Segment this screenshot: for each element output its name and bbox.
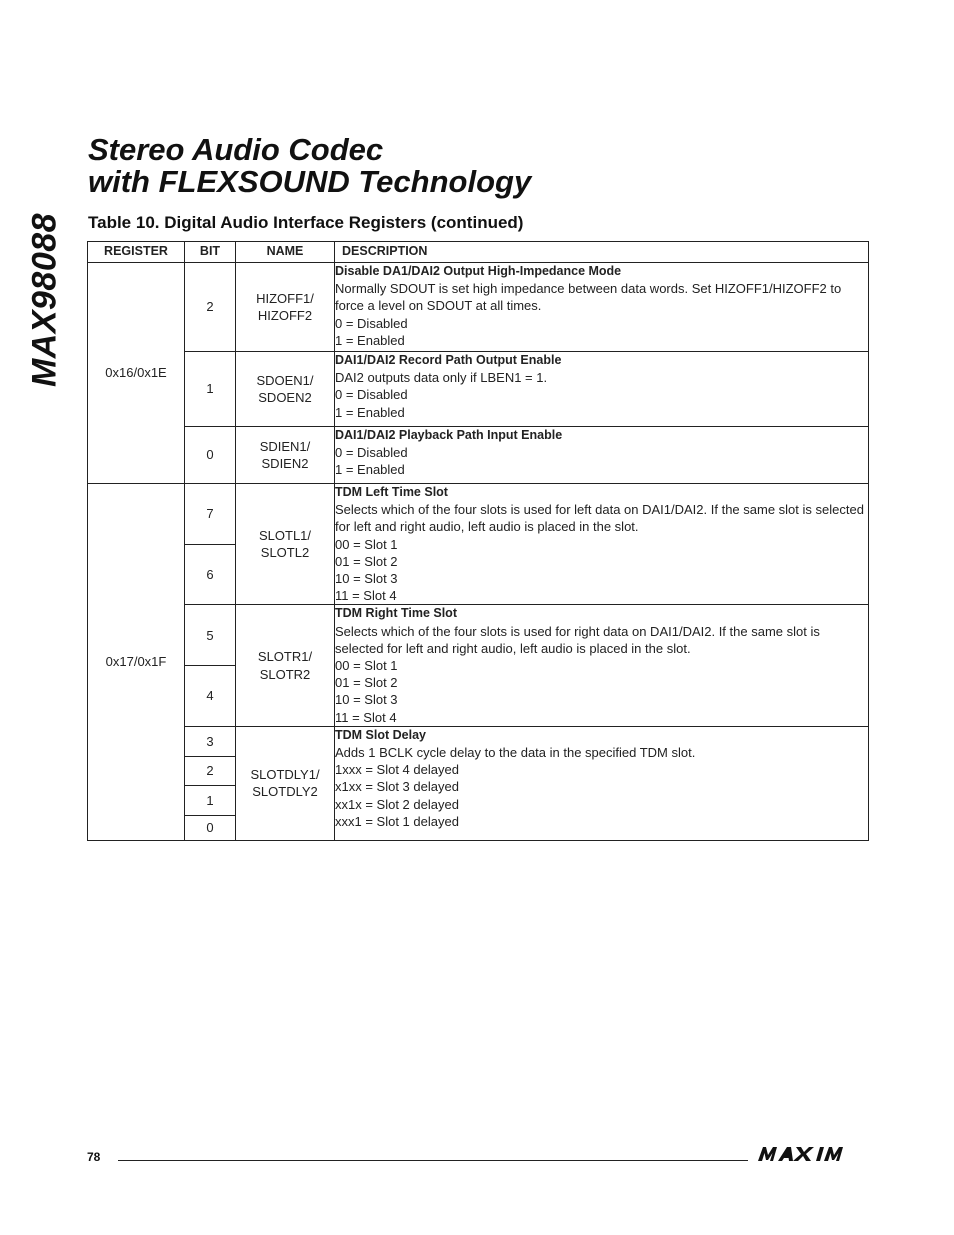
description-line: Normally SDOUT is set high impedance between data words. Set HIZOFF1/HIZOFF2 to force a level on SDOUT at all times. — [335, 281, 842, 314]
description-line: Selects which of the four slots is used for right data on DAI1/DAI2. If the same slot is selected for left and right audio, left audio is placed in the slot. — [335, 623, 820, 656]
bit-number: 2 — [185, 263, 236, 352]
bit-number: 7 — [185, 484, 236, 545]
description-title: TDM Right Time Slot — [335, 606, 457, 621]
footer-rule — [118, 1160, 748, 1161]
description-line: 01 = Slot 2 — [335, 675, 398, 691]
register-field-name — [236, 726, 335, 840]
description-line: 01 = Slot 2 — [335, 553, 398, 569]
description-line: DAI2 outputs data only if LBEN1 = 1. — [335, 370, 548, 386]
bit-number: 2 — [185, 756, 236, 785]
description-title: TDM Slot Delay — [335, 727, 426, 742]
bit-number: 1 — [185, 785, 236, 815]
field-description — [335, 605, 869, 726]
document-title-line-1: Stereo Audio Codec — [88, 132, 384, 167]
bit-number: 1 — [185, 352, 236, 427]
description-title: DAI1/DAI2 Record Path Output Enable — [335, 353, 562, 367]
table-row — [88, 605, 869, 666]
register-table — [87, 241, 869, 841]
bit-number: 4 — [185, 666, 236, 727]
field-description — [335, 726, 869, 840]
register-address: 0x16/0x1E — [88, 263, 185, 484]
description-line: x1xx = Slot 3 delayed — [335, 779, 459, 795]
description-line: 10 = Slot 3 — [335, 571, 398, 587]
document-title-line-2: with FLEXSOUND Technology — [88, 164, 532, 199]
field-name-line: SDOEN1/ — [256, 372, 314, 388]
description-line: 1 = Enabled — [335, 332, 405, 348]
register-field-name — [236, 263, 335, 352]
bit-number: 0 — [185, 815, 236, 840]
bit-number: 0 — [185, 427, 236, 484]
field-name-line: SLOTL1/ — [258, 528, 312, 543]
bit-number: 3 — [185, 726, 236, 756]
field-name-line: SDIEN1/ — [259, 438, 311, 454]
table-body — [88, 263, 869, 841]
field-description — [335, 484, 869, 605]
description-line: 1 = Enabled — [335, 462, 405, 478]
field-name-line: SDOEN2 — [258, 390, 312, 405]
description-line: 0 = Disabled — [335, 315, 408, 331]
description-title: DAI1/DAI2 Playback Path Input Enable — [335, 428, 563, 442]
description-line: 0 = Disabled — [335, 445, 408, 461]
field-name-line: SLOTDLY1/ — [250, 767, 320, 783]
maxim-logo — [756, 1146, 867, 1162]
description-line: 11 = Slot 4 — [335, 588, 397, 604]
description-line: 00 = Slot 1 — [335, 536, 398, 552]
field-name-line: SLOTL2 — [260, 545, 310, 561]
register-field-name — [236, 352, 335, 427]
header-description: DESCRIPTION — [335, 242, 869, 263]
field-name-line: SLOTR1/ — [257, 649, 313, 665]
side-product-title-text: MAX98088 — [25, 212, 64, 388]
description-line: 1xxx = Slot 4 delayed — [335, 762, 459, 778]
description-line: xxx1 = Slot 1 delayed — [335, 813, 459, 829]
field-name-line: SLOTDLY2 — [252, 784, 318, 800]
description-line: Adds 1 BCLK cycle delay to the data in the specified TDM slot. — [335, 745, 696, 761]
bit-number: 5 — [185, 605, 236, 666]
description-line: 11 = Slot 4 — [335, 709, 397, 725]
table-row — [88, 484, 869, 545]
page-number: 78 — [87, 1150, 101, 1164]
side-product-title — [20, 210, 70, 390]
field-name-line: SDIEN2 — [261, 456, 309, 471]
field-description — [335, 427, 869, 484]
field-description — [335, 352, 869, 427]
register-address: 0x17/0x1F — [88, 484, 185, 841]
table-row — [88, 427, 869, 484]
field-name-line: HIZOFF1/ — [256, 290, 314, 306]
table-row — [88, 263, 869, 352]
table-row — [88, 726, 869, 756]
field-name-line: SLOTR2 — [259, 666, 311, 682]
document-title — [88, 134, 531, 198]
header-register: REGISTER — [88, 242, 185, 263]
description-line: xx1x = Slot 2 delayed — [335, 796, 459, 812]
description-line: 1 = Enabled — [335, 404, 405, 420]
header-bit: BIT — [185, 242, 236, 263]
description-line: 10 = Slot 3 — [335, 692, 398, 708]
table-row — [88, 352, 869, 427]
header-name: NAME — [236, 242, 335, 263]
table-caption: Table 10. Digital Audio Interface Registers (continued) — [88, 213, 524, 232]
bit-number: 6 — [185, 544, 236, 605]
register-field-name — [236, 427, 335, 484]
table-header-row — [88, 242, 869, 263]
description-line: 0 = Disabled — [335, 387, 408, 403]
register-field-name — [236, 484, 335, 605]
description-line: Selects which of the four slots is used for left data on DAI1/DAI2. If the same slot is selected for left and right audio, left audio is placed in the slot. — [335, 502, 864, 535]
register-field-name — [236, 605, 335, 726]
description-line: 00 = Slot 1 — [335, 658, 398, 674]
description-title: Disable DA1/DAI2 Output High-Impedance Mode — [335, 264, 622, 278]
description-title: TDM Left Time Slot — [335, 485, 448, 499]
field-name-line: HIZOFF2 — [257, 308, 313, 323]
field-description — [335, 263, 869, 352]
